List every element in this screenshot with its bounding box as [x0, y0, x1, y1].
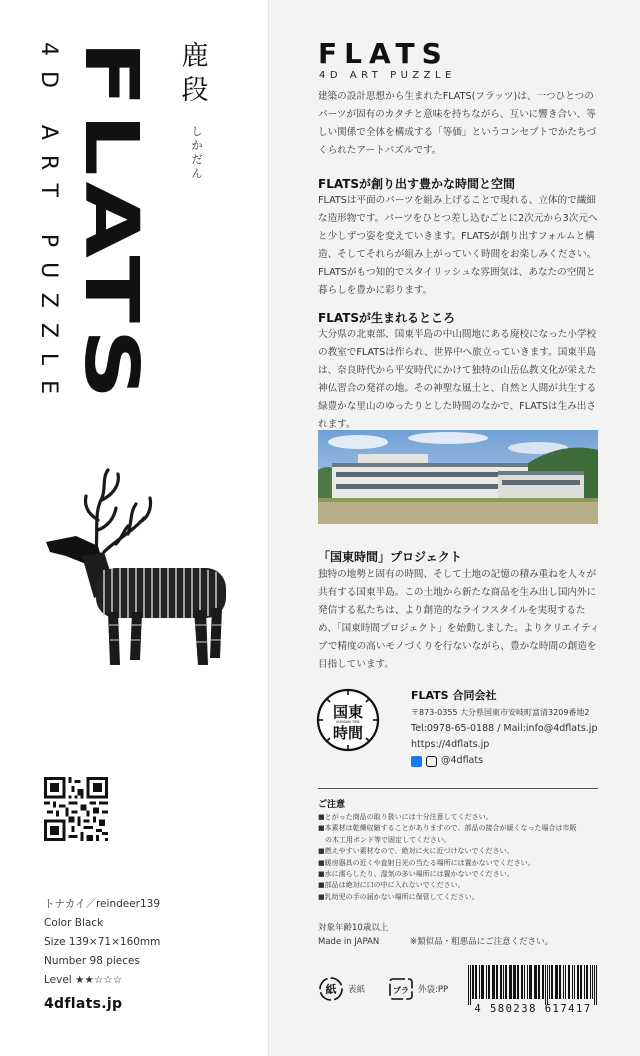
spec-model: トナカイ／reindeer139: [44, 898, 161, 910]
flats-logo: FLATS: [318, 37, 449, 70]
product-name-jp: 鹿段: [181, 41, 209, 106]
caution-item: ■燃えやすい素材なので、絶対に火に近づけないでください。: [318, 847, 514, 856]
caution-heading: ご注意: [318, 800, 346, 810]
made-in: Made in JAPAN: [318, 937, 380, 947]
section1-heading: FLATSが創り出す豊かな時間と空間: [318, 177, 516, 191]
kunisaki-time-stamp: [316, 688, 380, 752]
caution-item: ■部品は絶対に口の中に入れないでください。: [318, 881, 465, 890]
spec-pieces: Number 98 pieces: [44, 955, 140, 967]
paper-label: 表紙: [348, 985, 366, 995]
caution-item: の木工用ボンド等で固定してください。: [325, 835, 451, 844]
company-contact: Tel:0978-65-0188 / Mail:info@4dflats.jp: [411, 723, 598, 734]
reindeer-model-image: [36, 460, 236, 670]
instagram-icon[interactable]: [426, 756, 437, 767]
section2-body: 大分県の北東部、国東半島の中山間地にある廃校になった小学校の教室でFLATSは作られ、世界中へ旅立っていきます。国東半島は、奈良時代から平安時代にかけて独特の山岳仏教文化が栄えた神仏習合の発祥の地。その神聖な風土と、自然と人間が共生する緑豊かな里山のゆったりとした時間のなかで、FLATSは生み出されます。: [318, 329, 597, 430]
imitation-warning: ※類似品・粗悪品にご注意ください。: [410, 937, 554, 947]
facebook-icon[interactable]: [411, 756, 422, 767]
logo-subtitle: 4D ART PUZZLE: [319, 70, 456, 81]
svg-text:紙: 紙: [325, 983, 337, 996]
qr-code[interactable]: [44, 777, 108, 841]
caution-item: ■乳幼児の手の届かない場所に保管してください。: [318, 892, 479, 901]
product-name-reading: しかだん: [191, 125, 203, 180]
plastic-recycle-icon: [388, 976, 414, 1002]
barcode-number: 4 580238 617417: [474, 1003, 592, 1015]
caution-item: ■とがった商品の取り扱いには十分注意してください。: [318, 813, 493, 821]
svg-text:FLATS: FLATS: [68, 40, 154, 314]
section3-heading: 「国東時間」プロジェクト: [318, 550, 462, 564]
social-row: [411, 753, 597, 769]
age-rating: 対象年齢10歳以上: [318, 923, 389, 933]
svg-text:KUNISAKI TIME: KUNISAKI TIME: [336, 720, 360, 724]
section2-heading: FLATSが生まれるところ: [318, 311, 456, 325]
company-url[interactable]: https://4dflats.jp: [411, 739, 490, 750]
plastic-recycle-mark: [388, 976, 448, 1002]
section1-body: FLATSは平面のパーツを組み上げることで現れる、立体的で繊細な造形物です。パーツをひとつ差し込むごとに2次元から3次元へと少しずつ姿を変えていきます。FLATSが創り出すフォルムと構造、そしてそれらが組み上がっていく時間をお楽しみください。FLATSがもつ知的でスタイリッシュな雰囲気は、あなたの空間と暮らしを豊かに彩ります。: [318, 195, 598, 296]
caution-divider: [318, 788, 598, 789]
spec-size: Size 139×71×160mm: [44, 936, 161, 948]
product-specs: [44, 895, 160, 990]
subtitle-vertical: [36, 42, 64, 402]
school-building-photo: [318, 430, 598, 524]
caution-item: ■水に濡らしたり、湿気の多い場所には置かないでください。: [318, 870, 514, 879]
svg-text:プラ: プラ: [393, 986, 409, 995]
svg-text:時間: 時間: [332, 724, 364, 742]
paper-recycle-icon: [318, 976, 344, 1002]
section3-body: 独特の地勢と固有の時間、そして土地の記憶の積み重ねを人々が共有する国東半島。この土地から新たな商品を生み出し国内外に発信する私たちは、より創造的なライフスタイルを実現するため、「国東時間プロジェクト」を始動しました。よりクリエイティブで精度の高いモノづくりを行ないながら、豊かな時間の創造を目指しています。: [318, 569, 600, 670]
company-info: [411, 688, 597, 769]
spec-level: Level ★★☆☆☆: [44, 974, 123, 986]
intro-text: 建築の設計思想から生まれたFLATS(フラッツ)は、一つひとつのパーツが固有のカタチと意味を持ちながら、互いに響き合い、等しい関係で全体を構成する「等価」というコンセプトでかたちづくられたアートパズルです。: [318, 91, 597, 156]
svg-text:4D ART PUZZLE: 4D ART PUZZLE: [36, 42, 61, 394]
company-address: 〒873-0355 大分県国東市安岐町富清3209番地2: [411, 708, 590, 717]
website-link[interactable]: 4dflats.jp: [44, 996, 123, 1012]
company-name: FLATS 合同会社: [411, 689, 497, 702]
caution-item: ■暖房器具の近くや直射日光の当たる場所には置かないでください。: [318, 858, 535, 867]
plastic-label: 外袋:PP: [418, 985, 449, 995]
brand-vertical-logo: [68, 40, 154, 410]
spec-color: Color Black: [44, 917, 104, 929]
caution-list: [318, 812, 603, 903]
caution-item: ■本素材は乾燥収縮することがありますので、部品の接合が緩くなった場合は市販: [318, 824, 577, 833]
social-handle[interactable]: @4dflats: [441, 755, 484, 766]
paper-recycle-mark: [318, 976, 365, 1002]
svg-text:国東: 国東: [332, 703, 364, 721]
age-made-in: [318, 921, 388, 949]
